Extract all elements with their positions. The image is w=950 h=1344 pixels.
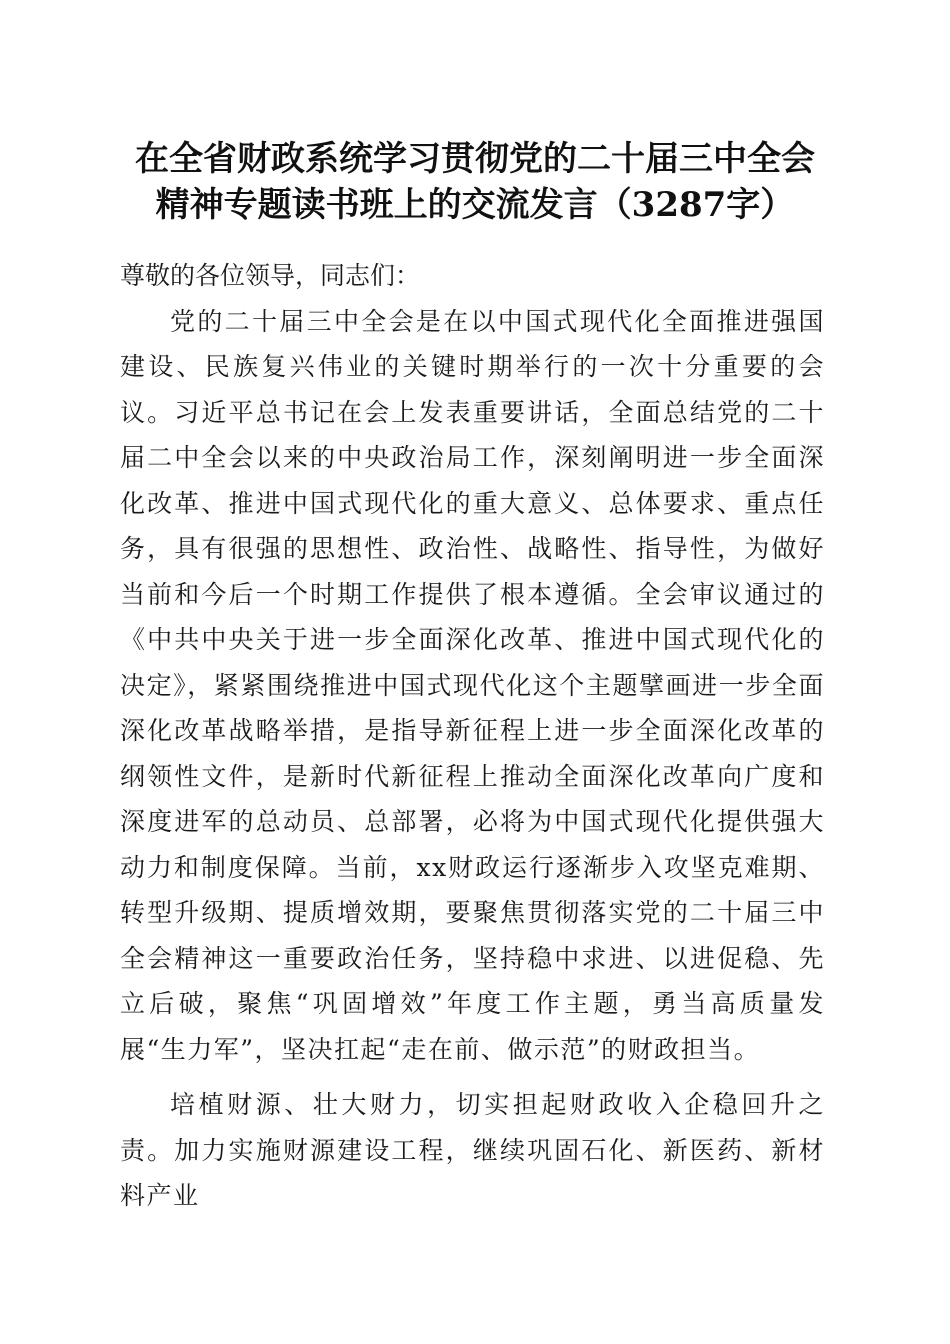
paragraph-2: 培植财源、壮大财力，切实担起财政收入企稳回升之责。加力实施财源建设工程，继续巩固石化、新医药、新材料产业 xyxy=(120,1090,825,1210)
title-line-2: 精神专题读书班上的交流发言（3287字） xyxy=(155,185,795,225)
title-line-1: 在全省财政系统学习贯彻党的二十届三中全会 xyxy=(135,139,815,179)
paragraph-1: 党的二十届三中全会是在以中国式现代化全面推进强国建设、民族复兴伟业的关键时期举行的一次十分重要的会议。习近平总书记在会上发表重要讲话，全面总结党的二十届二中全会以来的中央政治局工作，深刻阐明进一步全面深化改革、推进中国式现代化的重大意义、总体要求、重点任务，具有很强的思想性、政治性、战略性、指导性，为做好当前和今后一个时期工作提供了根本遵循。全会审议通过的《中共中央关于进一步全面深化改革、推进中国式现代化的决定》，紧紧围绕推进中国式现代化这个主题擘画进一步全面深化改革战略举措，是指导新征程上进一步全面深化改革的纲领性文件，是新时代新征程上推动全面深化改革向广度和深度进军的总动员、总部署，必将为中国式现代化提供强大动力和制度保障。当前，xx财政运行逐渐步入攻坚克难期、转型升级期、提质增效期，要聚焦贯彻落实党的二十届三中全会精神这一重要政治任务，坚持稳中求进、以进促稳、先立后破，聚焦“巩固增效”年度工作主题，勇当高质量发展“生力军”，坚决扛起“走在前、做示范”的财政担当。 xyxy=(120,306,825,1064)
document-body xyxy=(120,253,825,1219)
salutation: 尊敬的各位领导，同志们： xyxy=(120,261,421,290)
document-title xyxy=(100,136,850,228)
